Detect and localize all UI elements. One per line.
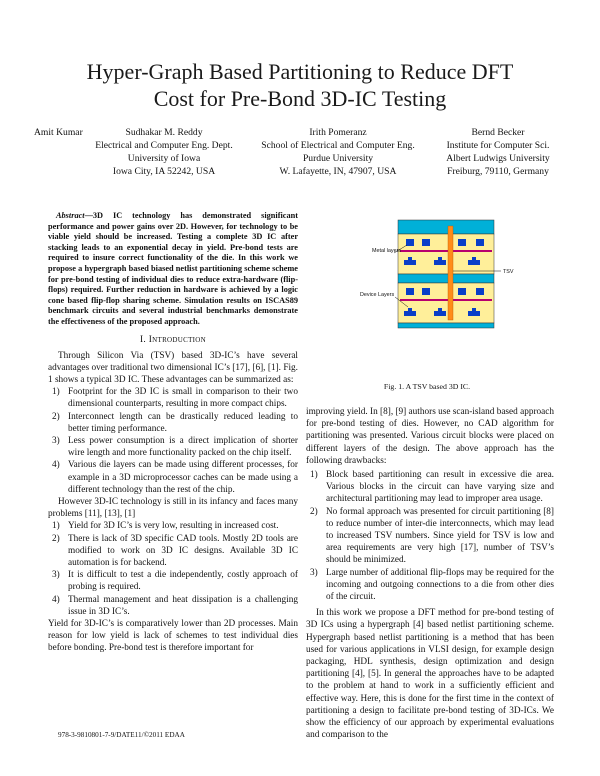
list-item-number: 2) xyxy=(52,411,60,422)
list-item xyxy=(48,520,298,532)
metal-block xyxy=(422,239,430,246)
author-affiliation: University of Iowa xyxy=(127,153,201,164)
section-numeral: I. xyxy=(139,334,147,345)
problems-list xyxy=(48,520,298,618)
author-name: Sudhakar M. Reddy xyxy=(125,127,203,138)
right-column xyxy=(306,406,554,741)
author-affiliation: School of Electrical and Computer Eng. xyxy=(261,140,415,151)
intro-paragraph-3: Yield for 3D-IC’s is comparatively lower than 2D processes. Main reason for low yield is lack of schemes to test individual dies before bonding. Pre-bond test is therefore important for xyxy=(48,619,298,654)
list-item-number: 4) xyxy=(52,460,60,471)
author-affiliation: W. Lafayette, IN, 47907, USA xyxy=(279,166,397,177)
abstract-label: Abstract xyxy=(56,211,85,220)
list-item xyxy=(48,569,298,593)
list-item xyxy=(48,435,298,459)
list-item-text: Yield for 3D IC’s is very low, resulting in increased cost. xyxy=(68,521,279,532)
device-block xyxy=(434,311,446,316)
author-affiliation: Iowa City, IA 52242, USA xyxy=(112,166,216,177)
bonding-layer xyxy=(398,274,494,283)
author-affiliation: Purdue University xyxy=(302,153,374,164)
metal-block xyxy=(476,288,484,295)
section-title: Introduction xyxy=(148,334,206,345)
list-item xyxy=(48,594,298,618)
top-substrate xyxy=(398,220,494,234)
list-item-number: 1) xyxy=(52,521,60,532)
metal-block xyxy=(406,288,414,295)
metal-block xyxy=(458,239,466,246)
list-item xyxy=(48,386,298,410)
intro-paragraph-1: Through Silicon Via (TSV) based 3D-IC’s have several advantages over traditional two dimensional IC’s [17], [6], [1]. Fig. 1 shows a typical 3D IC. These advantages can be summarized as: xyxy=(48,350,298,385)
list-item-text: No formal approach was presented for circuit partitioning [8] to reduce number of inter-die interconnects, which may lead to increased TSV numbers. Since yield for TSV is low and area requirements are very high [17], number of TSV’s should be minimized. xyxy=(326,506,554,566)
author-name: Irith Pomeranz xyxy=(309,127,367,138)
paper-title-line-1: Hyper-Graph Based Partitioning to Reduce DFT xyxy=(86,59,514,84)
intro-paragraph-2: However 3D-IC technology is still in its infancy and faces many problems [11], [13], [1] xyxy=(48,496,298,520)
author-affiliation: Electrical and Computer Eng. Dept. xyxy=(95,140,233,151)
list-item xyxy=(48,459,298,496)
right-paragraph-2: In this work we propose a DFT method for pre-bond testing of 3D ICs using a hypergraph [4] based netlist partitioning scheme. Hypergraph based netlist partitioning is a method that has been used for various applications in VLSI design, for example design packaging, HDL synthesis, design optimization and design partitioning [4], [5]. In general the approaches have to be adapted to the problem at hand to work in a sufficiently efficient and effective way. Here, this is done for the first time in the context of partitioning a design to facilitate pre-bond testing of 3D-ICs. We show the efficiency of our approach by experimental evaluations and comparison to the xyxy=(306,608,554,741)
tsv-pillar xyxy=(448,226,453,320)
list-item-text: Footprint for the 3D IC is small in comparison to their two dimensional counterparts, resulting in more compact chips. xyxy=(68,387,298,410)
device-block xyxy=(404,311,416,316)
device-block xyxy=(472,308,476,311)
device-block xyxy=(468,311,480,316)
figure-caption: Fig. 1. A TSV based 3D IC. xyxy=(383,382,471,391)
list-item xyxy=(306,567,554,604)
author-affiliation: Freiburg, 79110, Germany xyxy=(447,166,549,177)
section-heading-introduction xyxy=(48,335,298,345)
list-item-text: Thermal management and heat dissipation is a challenging issue in 3D IC’s. xyxy=(68,594,298,617)
author-name: Amit Kumar xyxy=(34,127,83,138)
list-item-text: Less power consumption is a direct implication of shorter wire length and more functionality packed on the chip itself. xyxy=(68,435,298,459)
list-item-text: It is difficult to test a die independently, costly approach of probing is required. xyxy=(68,570,298,593)
author-reddy xyxy=(64,126,264,178)
list-item-number: 2) xyxy=(52,533,60,544)
author-name: Bernd Becker xyxy=(471,127,525,138)
list-item xyxy=(48,533,298,570)
list-item-number: 1) xyxy=(52,387,60,398)
paper-title-line-2: Cost for Pre-Bond 3D-IC Testing xyxy=(153,86,447,111)
author-affiliation: Institute for Computer Sci. xyxy=(446,140,550,151)
figure-3d-ic xyxy=(360,218,520,330)
metal-block xyxy=(476,239,484,246)
list-item-text: Large number of additional flip-flops may be required for the incoming and outgoing connections to a die from other dies of the circuit. xyxy=(326,567,554,603)
device-block xyxy=(438,308,442,311)
device-block xyxy=(404,260,416,265)
list-item xyxy=(306,506,554,567)
list-item-number: 3) xyxy=(52,570,60,581)
advantages-list xyxy=(48,386,298,496)
abstract-dash: — xyxy=(84,211,93,220)
metal-block xyxy=(406,239,414,246)
list-item-number: 3) xyxy=(310,567,318,578)
abstract-text: 3D IC technology has demonstrated significant performance and power gains over 2D. However, for technology to be viable yield should be increased. Testing a complete 3D IC after stacking leads to an exponential decay in yield. Pre-bond tests are required to insure correct functionality of the die. In this work we propose a hypergraph based biased netlist partitioning scheme scheme for pre-bond testing of individual dies to reduce extra-hardware (flip-flops) required. Further reduction in hardware is achieved by a logic cone based flip-flop sharing scheme. Simulation results on ISCAS89 benchmark circuits and several industrial benchmarks demonstrate the effectiveness of the proposed approach. xyxy=(48,211,298,326)
copyright-footer: 978-3-9810801-7-9/DATE11/©2011 EDAA xyxy=(58,731,185,739)
list-item xyxy=(306,469,554,506)
label-tsv: TSV xyxy=(503,269,514,275)
author-affiliation: Albert Ludwigs University xyxy=(446,153,550,164)
device-block xyxy=(408,257,412,260)
abstract xyxy=(48,211,298,328)
intro-body xyxy=(48,350,298,655)
list-item-number: 3) xyxy=(52,435,60,446)
list-item-text: Interconnect length can be drastically reduced leading to better timing performance. xyxy=(68,411,298,434)
label-metal-layers: Metal layers xyxy=(372,248,402,254)
metal-block xyxy=(422,288,430,295)
device-block xyxy=(434,260,446,265)
paper-title xyxy=(30,58,570,112)
figure-3d-ic-diagram xyxy=(360,218,520,330)
right-paragraph-1: improving yield. In [8], [9] authors use scan-island based approach for pre-bond testing of dies. However, no CAD algorithm for partitioning was presented. Various circuit blocks were placed on different layers of the design. The above approach has the following drawbacks: xyxy=(306,407,554,466)
bottom-substrate xyxy=(398,323,494,328)
list-item xyxy=(48,411,298,435)
device-block xyxy=(472,257,476,260)
left-column xyxy=(48,211,298,655)
device-block xyxy=(468,260,480,265)
label-device-layers: Device Layers xyxy=(360,292,395,298)
device-block xyxy=(438,257,442,260)
drawbacks-list xyxy=(306,469,554,603)
list-item-text: There is lack of 3D specific CAD tools. Mostly 2D tools are modified to work on 3D IC designs. Available 3D IC automation is for backend. xyxy=(68,533,298,568)
device-block xyxy=(408,308,412,311)
list-item-text: Various die layers can be made using different processes, for example in a 3D microprocessor caches can be made using a different technology than the rest of the chip. xyxy=(68,460,298,495)
metal-block xyxy=(458,288,466,295)
list-item-number: 2) xyxy=(310,506,318,517)
list-item-text: Block based partitioning can result in excessive die area. Various blocks in the circuit can have varying size and architectural partitioning may lead to improper area usage. xyxy=(326,470,554,505)
author-becker xyxy=(408,126,588,178)
list-item-number: 4) xyxy=(52,594,60,605)
list-item-number: 1) xyxy=(310,470,318,481)
